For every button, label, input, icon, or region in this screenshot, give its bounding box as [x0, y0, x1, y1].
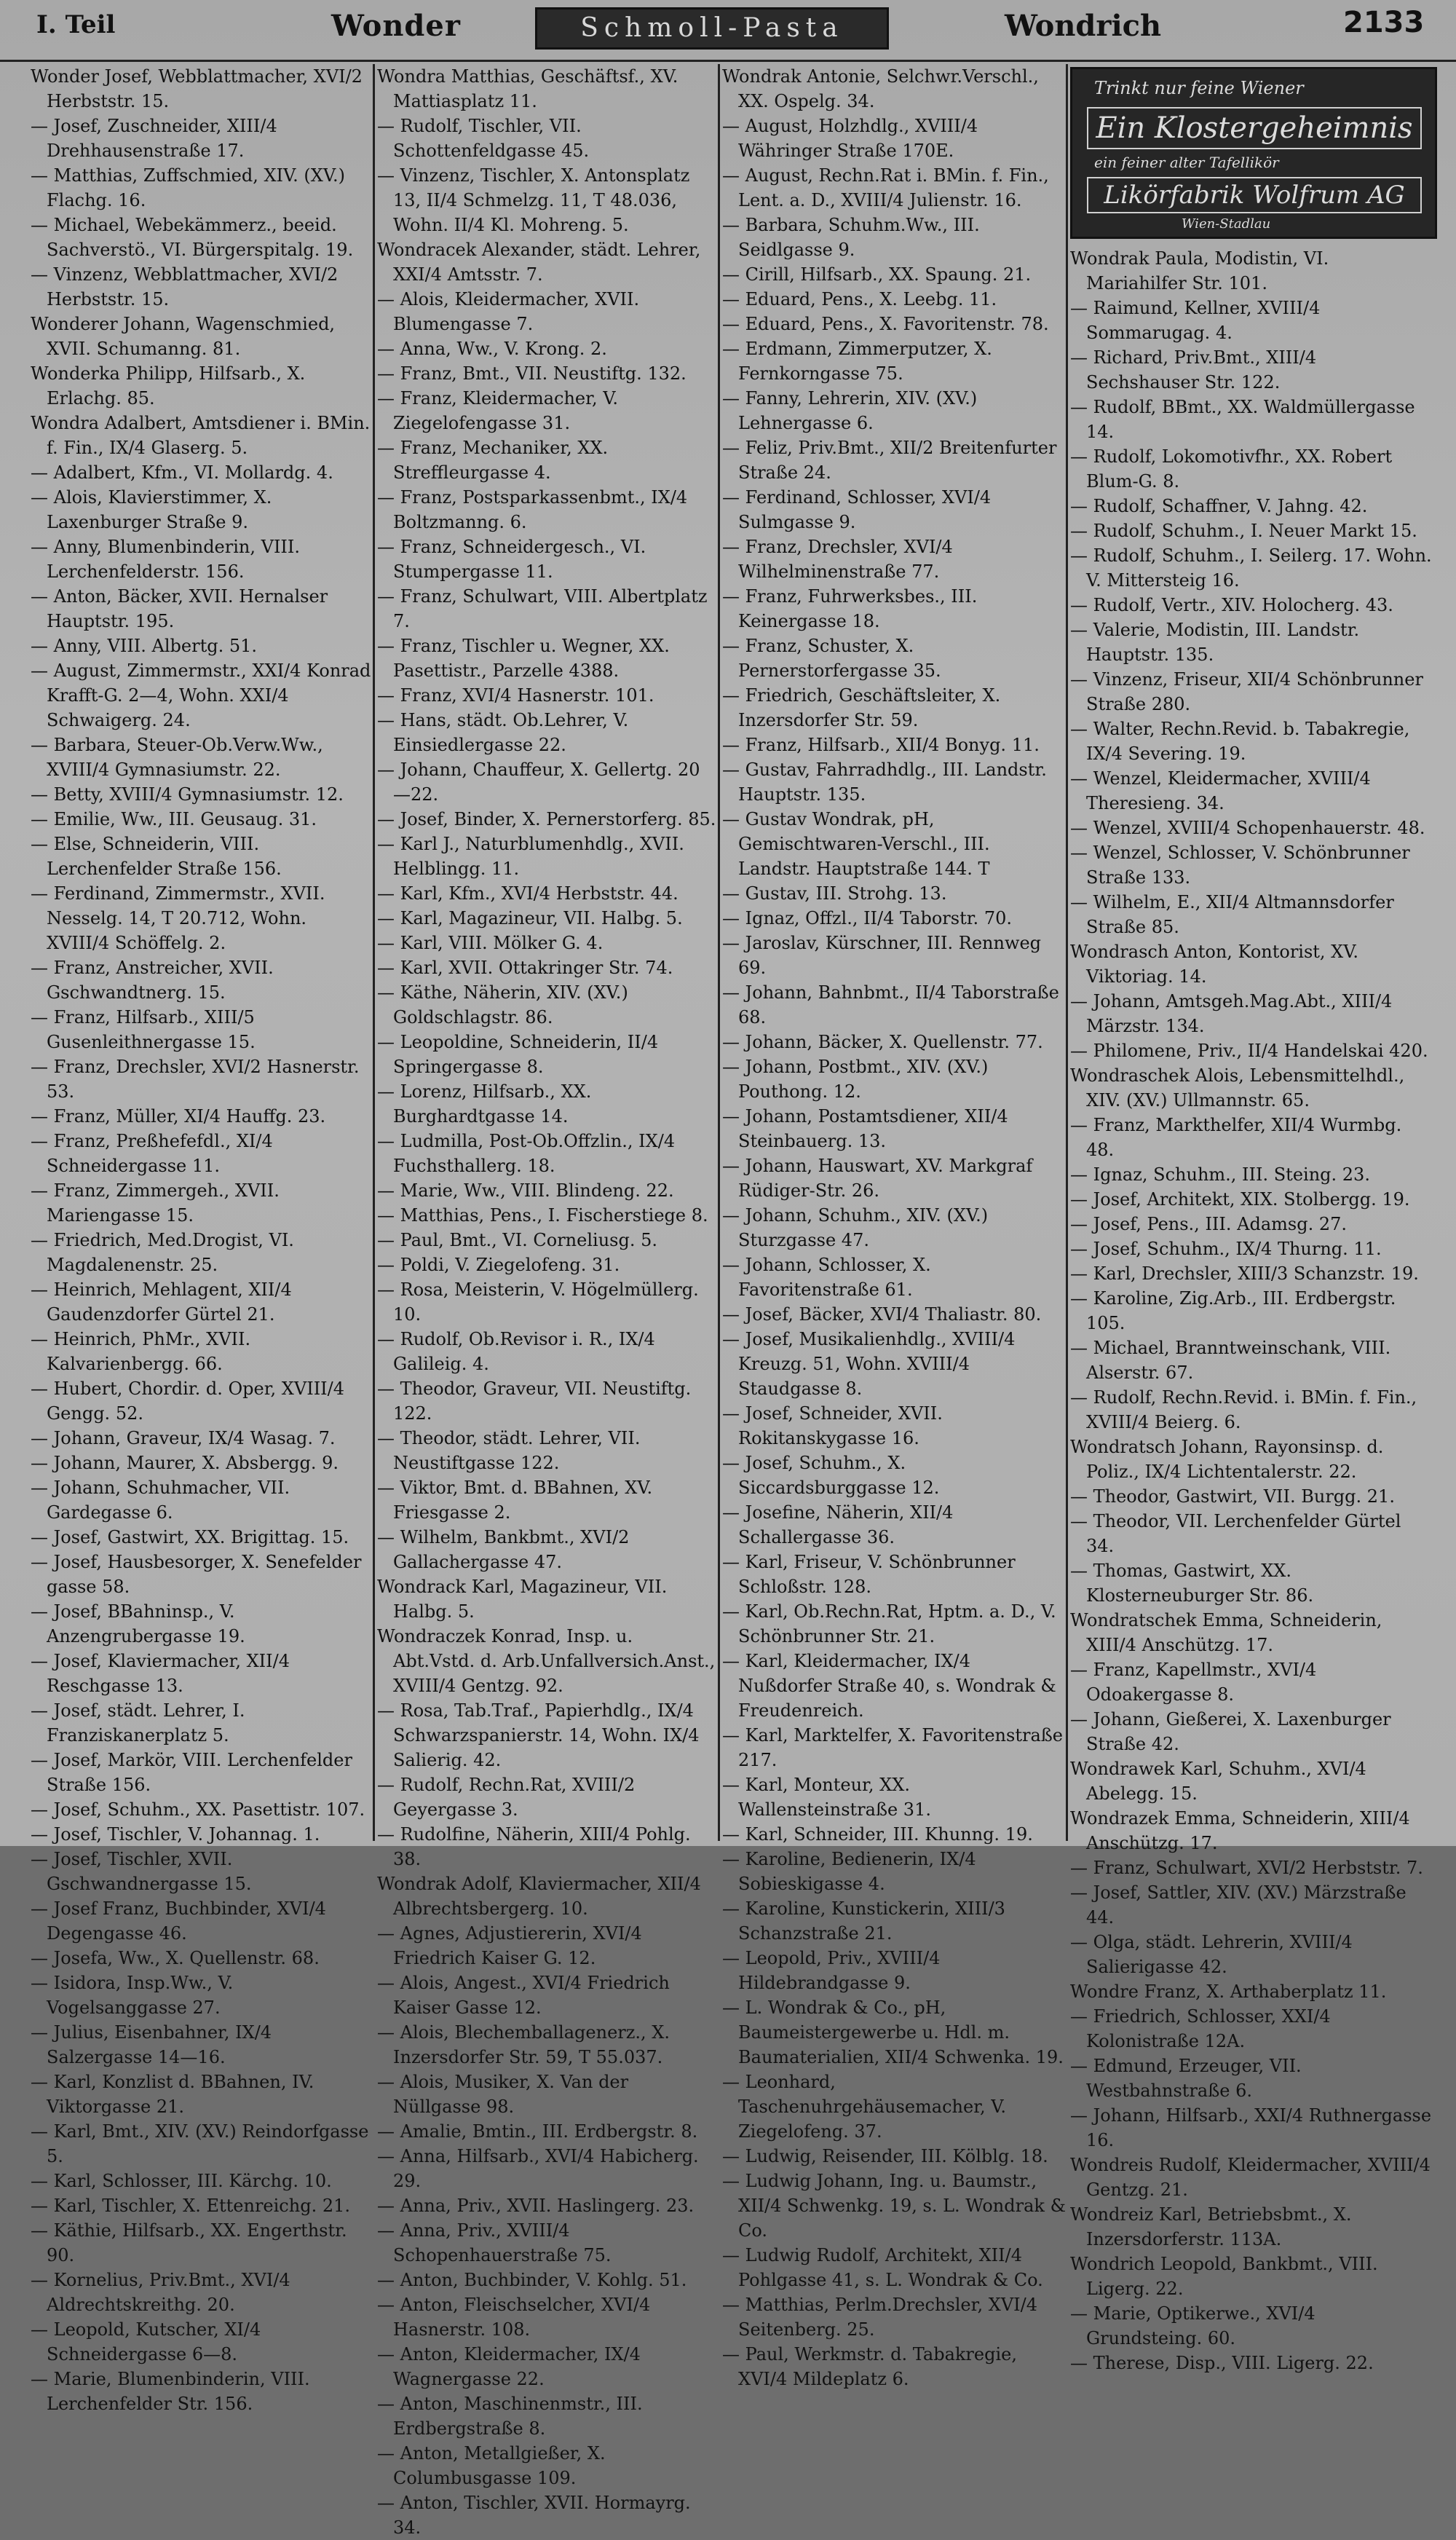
- directory-entry: — Karl, Schlosser, III. Kärchg. 10.: [31, 2171, 332, 2191]
- directory-entry: Wondrak Paula, Modistin, VI. Mariahilfer Str. 101.: [1070, 248, 1329, 293]
- directory-entry: — Anny, Blumenbinderin, VIII. Lerchenfelderstr. 156.: [31, 537, 301, 582]
- directory-entry: — Anny, VIII. Albertg. 51.: [31, 636, 258, 656]
- directory-entry: — Karl, Monteur, XX. Wallensteinstraße 31.: [722, 1775, 931, 1820]
- directory-entry: — Josef, Tischler, XVII. Gschwandnergasse 15.: [31, 1849, 252, 1894]
- directory-entry: — Matthias, Zuffschmied, XIV. (XV.) Flachg. 16.: [31, 165, 346, 210]
- directory-entry: — Josef, Tischler, V. Johannag. 1.: [31, 1824, 320, 1845]
- directory-entry: — Franz, Schuster, X. Pernerstorfergasse 35.: [722, 636, 941, 681]
- directory-entry: — Johann, Maurer, X. Absbergg. 9.: [31, 1453, 339, 1473]
- directory-entry: — Franz, Fuhrwerksbes., III. Keinergasse 18.: [722, 586, 978, 631]
- directory-entry: — Anna, Ww., V. Krong. 2.: [377, 339, 607, 359]
- directory-entry: — Karoline, Kunstickerin, XIII/3 Schanzstraße 21.: [722, 1898, 1005, 1944]
- directory-entry: — Josef, Schuhm., X. Siccardsburggasse 12.: [722, 1453, 940, 1498]
- directory-entry: — Kornelius, Priv.Bmt., XVI/4 Aldrechtskreithg. 20.: [31, 2270, 290, 2315]
- directory-entry: — Anton, Buchbinder, V. Kohlg. 51.: [377, 2270, 687, 2290]
- directory-entry: — Hubert, Chordir. d. Oper, XVIII/4 Gengg. 52.: [31, 1379, 345, 1424]
- directory-entry: — Franz, Schulwart, XVI/2 Herbststr. 7.: [1070, 1858, 1423, 1878]
- liqueur-advertisement: [1070, 67, 1437, 239]
- directory-entry: Wondrack Karl, Magazineur, VII. Halbg. 5.: [377, 1577, 668, 1622]
- directory-entry: Wondra Matthias, Geschäftsf., XV. Mattiasplatz 11.: [377, 66, 678, 111]
- directory-entry: — Heinrich, PhMr., XVII. Kalvarienbergg. 66.: [31, 1329, 251, 1374]
- directory-entry: — Rudolf, Rechn.Revid. i. BMin. f. Fin., XVIII/4 Beierg. 6.: [1070, 1387, 1417, 1432]
- directory-entry: — Johann, Gießerei, X. Laxenburger Straße 42.: [1070, 1709, 1391, 1754]
- directory-entry: — Gustav Wondrak, pH, Gemischtwaren-Verschl., III. Landstr. Hauptstraße 144. T: [722, 809, 990, 879]
- directory-entry: — Josef, Schuhm., XX. Pasettistr. 107.: [31, 1799, 365, 1820]
- directory-entry: — Alois, Kleidermacher, XVII. Blumengasse 7.: [377, 289, 640, 334]
- directory-entry: — Rudolf, Vertr., XIV. Holocherg. 43.: [1070, 595, 1393, 615]
- column-3: [722, 64, 1067, 2389]
- directory-entry: Wondraschek Alois, Lebensmittelhdl., XIV. (XV.) Ullmannstr. 65.: [1070, 1065, 1405, 1111]
- directory-entry: — Käthie, Hilfsarb., XX. Engerthstr. 90.: [31, 2220, 347, 2265]
- directory-entry: — Anton, Kleidermacher, IX/4 Wagnergasse 22.: [377, 2344, 641, 2389]
- directory-entry: Wondrak Antonie, Selchwr.Verschl., XX. Ospelg. 34.: [722, 66, 1039, 111]
- directory-entry: — Johann, Chauffeur, X. Gellertg. 20—22.: [377, 760, 700, 805]
- directory-entry: — Karl, Schneider, III. Khunng. 19.: [722, 1824, 1033, 1845]
- directory-entry: — Josefine, Näherin, XII/4 Schallergasse 36.: [722, 1502, 954, 1547]
- directory-entry: — Franz, Bmt., VII. Neustiftg. 132.: [377, 363, 687, 384]
- directory-entry: Wondracek Alexander, städt. Lehrer, XXI/4 Amtsstr. 7.: [377, 240, 701, 285]
- section-label: I. Teil: [36, 10, 116, 39]
- directory-entry: — Theodor, Graveur, VII. Neustiftg. 122.: [377, 1379, 692, 1424]
- directory-entry: — Fanny, Lehrerin, XIV. (XV.) Lehnergasse 6.: [722, 388, 978, 433]
- directory-entry: Wondraczek Konrad, Insp. u. Abt.Vstd. d. Arb.Unfallversich.Anst., XVIII/4 Gentzg. 92.: [377, 1626, 716, 1696]
- directory-entry: — Josef, Gastwirt, XX. Brigittag. 15.: [31, 1527, 349, 1547]
- directory-entry: — Josef Franz, Buchbinder, XVI/4 Degengasse 46.: [31, 1898, 326, 1944]
- directory-entry: — Edmund, Erzeuger, VII. Westbahnstraße 6.: [1070, 2056, 1302, 2101]
- directory-entry: — Franz, Mechaniker, XX. Streffleurgasse 4.: [377, 438, 609, 483]
- directory-entry: — Anna, Priv., XVII. Haslingerg. 23.: [377, 2196, 695, 2216]
- directory-entry: — Johann, Bäcker, X. Quellenstr. 77.: [722, 1032, 1043, 1052]
- directory-entry: — Karl, Drechsler, XIII/3 Schanzstr. 19.: [1070, 1263, 1419, 1284]
- directory-entry: — Leopold, Kutscher, XI/4 Schneidergasse 6—8.: [31, 2319, 261, 2365]
- directory-entry: — Ferdinand, Zimmermstr., XVII. Nesselg. 14, T 20.712, Wohn. XVIII/4 Schöffelg. 2.: [31, 883, 325, 953]
- directory-entry: — Josef, Bäcker, XVI/4 Thaliastr. 80.: [722, 1304, 1042, 1325]
- directory-entry: — Lorenz, Hilfsarb., XX. Burghardtgasse 14.: [377, 1081, 592, 1127]
- directory-entry: — Eduard, Pens., X. Favoritenstr. 78.: [722, 314, 1049, 334]
- directory-entry: — Franz, Zimmergeh., XVII. Mariengasse 15.: [31, 1180, 280, 1226]
- directory-entry: — Leopold, Priv., XVIII/4 Hildebrandgasse 9.: [722, 1948, 941, 1993]
- directory-entry: — Raimund, Kellner, XVIII/4 Sommarugag. 4.: [1070, 298, 1321, 343]
- directory-entry: — Franz, Schulwart, VIII. Albertplatz 7.: [377, 586, 708, 631]
- directory-entry: — Erdmann, Zimmerputzer, X. Fernkorngasse 75.: [722, 339, 992, 384]
- directory-entry: — Anton, Maschinenmstr., III. Erdbergstraße 8.: [377, 2394, 643, 2439]
- directory-entry: — Johann, Graveur, IX/4 Wasag. 7.: [31, 1428, 336, 1448]
- directory-entry: Wonder Josef, Webblattmacher, XVI/2 Herbststr. 15.: [31, 66, 363, 111]
- directory-entry: — Karl, Tischler, X. Ettenreichg. 21.: [31, 2196, 350, 2216]
- directory-entry: — Franz, Kapellmstr., XVI/4 Odoakergasse 8.: [1070, 1660, 1317, 1705]
- directory-entry: — Josef, Binder, X. Pernerstorferg. 85.: [377, 809, 716, 829]
- directory-entry: — Josef, Schuhm., IX/4 Thurng. 11.: [1070, 1239, 1382, 1259]
- header-advert-banner: Schmoll-Pasta: [535, 7, 889, 50]
- directory-entry: — Franz, Preßhefefdl., XI/4 Schneidergasse 11.: [31, 1131, 273, 1176]
- directory-entry: Wondrawek Karl, Schuhm., XVI/4 Abelegg. 15.: [1070, 1759, 1366, 1804]
- directory-entry: — Else, Schneiderin, VIII. Lerchenfelder Straße 156.: [31, 834, 282, 879]
- directory-entry: — Rosa, Tab.Traf., Papierhdlg., IX/4 Schwarzspanierstr. 14, Wohn. IX/4 Salierig. 42.: [377, 1700, 700, 1770]
- directory-entry: — Ferdinand, Schlosser, XVI/4 Sulmgasse 9.: [722, 487, 992, 532]
- directory-entry: — Karoline, Bedienerin, IX/4 Sobieskigasse 4.: [722, 1849, 976, 1894]
- directory-entry: — Josef, BBahninsp., V. Anzengrubergasse 19.: [31, 1601, 245, 1646]
- column-2: [377, 64, 716, 2538]
- directory-entry: — Betty, XVIII/4 Gymnasiumstr. 12.: [31, 784, 344, 805]
- directory-entry: — Karl, Magazineur, VII. Halbg. 5.: [377, 908, 683, 928]
- directory-entry: — Josef, Pens., III. Adamsg. 27.: [1070, 1214, 1348, 1234]
- directory-entry: — Ignaz, Schuhm., III. Steing. 23.: [1070, 1164, 1370, 1185]
- directory-entry: — Wenzel, Schlosser, V. Schönbrunner Straße 133.: [1070, 843, 1410, 888]
- directory-entry: — Eduard, Pens., X. Leebg. 11.: [722, 289, 997, 309]
- directory-entry: — Franz, Tischler u. Wegner, XX. Pasettistr., Parzelle 4388.: [377, 636, 670, 681]
- directory-entry: — Vinzenz, Webblattmacher, XVI/2 Herbststr. 15.: [31, 264, 339, 309]
- directory-entry: — Alois, Angest., XVI/4 Friedrich Kaiser Gasse 12.: [377, 1973, 670, 2018]
- directory-entry: — Valerie, Modistin, III. Landstr. Hauptstr. 135.: [1070, 620, 1360, 665]
- directory-entry: — Rudolf, Tischler, VII. Schottenfeldgasse 45.: [377, 116, 590, 161]
- ad-line-3: ein feiner alter Tafellikör: [1094, 154, 1279, 171]
- directory-entry: — Johann, Postamtsdiener, XII/4 Steinbauerg. 13.: [722, 1106, 1008, 1151]
- directory-entry: Wondrich Leopold, Bankbmt., VIII. Ligerg. 22.: [1070, 2254, 1378, 2299]
- directory-entry: — Ignaz, Offzl., II/4 Taborstr. 70.: [722, 908, 1012, 928]
- directory-entry: — Franz, Kleidermacher, V. Ziegelofengasse 31.: [377, 388, 618, 433]
- directory-entry: Wondrazek Emma, Schneiderin, XIII/4 Anschützg. 17.: [1070, 1808, 1410, 1853]
- directory-entry: — Friedrich, Med.Drogist, VI. Magdalenenstr. 25.: [31, 1230, 294, 1275]
- directory-entry: — Rudolf, Ob.Revisor i. R., IX/4 Galileig. 4.: [377, 1329, 655, 1374]
- directory-entry: — Hans, städt. Ob.Lehrer, V. Einsiedlergasse 22.: [377, 710, 629, 755]
- directory-entry: — Johann, Schlosser, X. Favoritenstraße 61.: [722, 1255, 931, 1300]
- directory-entry: — Karl, Bmt., XIV. (XV.) Reindorfgasse 5.: [31, 2121, 369, 2166]
- directory-entry: — Anton, Tischler, XVII. Hormayrg. 34.: [377, 2493, 691, 2538]
- directory-entry: — Gustav, Fahrradhdlg., III. Landstr. Hauptstr. 135.: [722, 760, 1047, 805]
- directory-entry: — Friedrich, Schlosser, XXI/4 Kolonistraße 12A.: [1070, 2006, 1331, 2051]
- directory-entry: — Franz, Hilfsarb., XII/4 Bonyg. 11.: [722, 735, 1040, 755]
- directory-entry: — Karl, Konzlist d. BBahnen, IV. Viktorgasse 21.: [31, 2072, 314, 2117]
- directory-entry: — Amalie, Bmtin., III. Erdbergstr. 8.: [377, 2121, 698, 2142]
- directory-entry: — Michael, Webekämmerz., beeid. Sachverstö., VI. Bürgerspitalg. 19.: [31, 215, 354, 260]
- directory-entry: Wondra Adalbert, Amtsdiener i. BMin. f. Fin., IX/4 Glaserg. 5.: [31, 413, 371, 458]
- directory-entry: — Käthe, Näherin, XIV. (XV.) Goldschlagstr. 86.: [377, 982, 628, 1028]
- directory-entry: — Michael, Branntweinschank, VIII. Alserstr. 67.: [1070, 1338, 1391, 1383]
- directory-entry: Wondratsch Johann, Rayonsinsp. d. Poliz., IX/4 Lichtentalerstr. 22.: [1070, 1437, 1384, 1482]
- directory-entry: — Richard, Priv.Bmt., XIII/4 Sechshauser Str. 122.: [1070, 347, 1317, 393]
- directory-entry: — Theodor, städt. Lehrer, VII. Neustiftgasse 122.: [377, 1428, 641, 1473]
- directory-entry: — Karoline, Zig.Arb., III. Erdbergstr. 105.: [1070, 1288, 1396, 1333]
- directory-entry: — Rudolfine, Näherin, XIII/4 Pohlg. 38.: [377, 1824, 691, 1869]
- directory-entry: — Ludwig, Reisender, III. Kölblg. 18.: [722, 2146, 1048, 2166]
- directory-entry: — Karl, Marktelfer, X. Favoritenstraße 217.: [722, 1725, 1063, 1770]
- directory-entry: Wondratschek Emma, Schneiderin, XIII/4 Anschützg. 17.: [1070, 1610, 1382, 1655]
- directory-entry: — Franz, Drechsler, XVI/4 Wilhelminenstraße 77.: [722, 537, 953, 582]
- directory-entry: — Viktor, Bmt. d. BBahnen, XV. Friesgasse 2.: [377, 1478, 653, 1523]
- left-catchword: Wonder: [331, 9, 461, 43]
- directory-entry: — Johann, Hilfsarb., XXI/4 Ruthnergasse 16.: [1070, 2105, 1432, 2150]
- directory-entry: — Josef, Sattler, XIV. (XV.) Märzstraße 44.: [1070, 1882, 1406, 1928]
- directory-entry: — Isidora, Insp.Ww., V. Vogelsanggasse 27.: [31, 1973, 234, 2018]
- directory-entry: — Franz, Anstreicher, XVII. Gschwandtnerg. 15.: [31, 958, 274, 1003]
- directory-entry: — Paul, Werkmstr. d. Tabakregie, XVI/4 Mildeplatz 6.: [722, 2344, 1017, 2389]
- directory-entry: Wondrak Adolf, Klaviermacher, XII/4 Albrechtsbergerg. 10.: [377, 1874, 701, 1919]
- directory-entry: — Alois, Blechemballagenerz., X. Inzersdorfer Str. 59, T 55.037.: [377, 2022, 670, 2067]
- directory-entry: Wondreis Rudolf, Kleidermacher, XVIII/4 Gentzg. 21.: [1070, 2155, 1431, 2200]
- directory-entry: — August, Rechn.Rat i. BMin. f. Fin., Lent. a. D., XVIII/4 Julienstr. 16.: [722, 165, 1049, 210]
- column-divider: [718, 64, 720, 1841]
- directory-entry: — Barbara, Schuhm.Ww., III. Seidlgasse 9.: [722, 215, 980, 260]
- column-4: [1070, 64, 1434, 2373]
- directory-entry: — Rudolf, Rechn.Rat, XVIII/2 Geyergasse 3.: [377, 1775, 636, 1820]
- directory-entry: — Theodor, VII. Lerchenfelder Gürtel 34.: [1070, 1511, 1401, 1556]
- directory-entry: Wondre Franz, X. Arthaberplatz 11.: [1070, 1981, 1387, 2002]
- directory-entry: — Karl, Ob.Rechn.Rat, Hptm. a. D., V. Schönbrunner Str. 21.: [722, 1601, 1056, 1646]
- right-catchword: Wondrich: [1005, 9, 1162, 43]
- directory-entry: — Gustav, III. Strohg. 13.: [722, 883, 947, 904]
- directory-entry: — Karl, XVII. Ottakringer Str. 74.: [377, 958, 673, 978]
- directory-entry: — Anton, Bäcker, XVII. Hernalser Hauptstr. 195.: [31, 586, 328, 631]
- page-header: [0, 0, 1456, 62]
- directory-entry: — Franz, Müller, XI/4 Hauffg. 23.: [31, 1106, 326, 1127]
- directory-entry: — Wilhelm, E., XII/4 Altmannsdorfer Straße 85.: [1070, 892, 1394, 937]
- ad-line-1: Trinkt nur feine Wiener: [1094, 78, 1304, 98]
- directory-entry: — Leopoldine, Schneiderin, II/4 Springergasse 8.: [377, 1032, 659, 1077]
- directory-entry: — Rosa, Meisterin, V. Högelmüllerg. 10.: [377, 1279, 699, 1325]
- directory-entry: — Wenzel, Kleidermacher, XVIII/4 Theresieng. 34.: [1070, 768, 1371, 813]
- directory-entry: Wondreiz Karl, Betriebsbmt., X. Inzersdorferstr. 113A.: [1070, 2204, 1352, 2249]
- directory-entry: — Poldi, V. Ziegelofeng. 31.: [377, 1255, 620, 1275]
- directory-entry: — Josef, Architekt, XIX. Stolbergg. 19.: [1070, 1189, 1410, 1210]
- directory-entry: — Matthias, Perlm.Drechsler, XVI/4 Seitenberg. 25.: [722, 2295, 1037, 2340]
- directory-entry: — Thomas, Gastwirt, XX. Klosterneuburger Str. 86.: [1070, 1561, 1314, 1606]
- directory-entry: — Ludwig Johann, Ing. u. Baumstr., XII/4 Schwenkg. 19, s. L. Wondrak & Co.: [722, 2171, 1066, 2241]
- directory-entry: — Karl J., Naturblumenhdlg., XVII. Helblingg. 11.: [377, 834, 684, 879]
- directory-entry: — L. Wondrak & Co., pH, Baumeistergewerbe u. Hdl. m. Baumaterialien, XII/4 Schwenka. 19.: [722, 1997, 1064, 2067]
- directory-entry: — Paul, Bmt., VI. Corneliusg. 5.: [377, 1230, 657, 1250]
- directory-entry: — Therese, Disp., VIII. Ligerg. 22.: [1070, 2353, 1374, 2373]
- directory-entry: — Anton, Metallgießer, X. Columbusgasse 109.: [377, 2443, 606, 2488]
- directory-entry: — Rudolf, Schuhm., I. Seilerg. 17. Wohn. V. Mittersteig 16.: [1070, 545, 1432, 591]
- directory-entry: — Adalbert, Kfm., VI. Mollardg. 4.: [31, 462, 333, 483]
- directory-entry: — Emilie, Ww., III. Geusaug. 31.: [31, 809, 317, 829]
- ad-company-name: Likörfabrik Wolfrum AG: [1087, 177, 1422, 213]
- directory-entry: — Marie, Ww., VIII. Blindeng. 22.: [377, 1180, 674, 1201]
- directory-entry: — Rudolf, Schuhm., I. Neuer Markt 15.: [1070, 521, 1417, 541]
- directory-entry: — Josef, Hausbesorger, X. Senefelder gasse 58.: [31, 1552, 362, 1597]
- directory-entry: — Rudolf, Lokomotivfhr., XX. Robert Blum-G. 8.: [1070, 446, 1393, 492]
- directory-entry: — Leonhard, Taschenuhrgehäusemacher, V. Ziegelofeng. 37.: [722, 2072, 1007, 2142]
- directory-entry: Wonderka Philipp, Hilfsarb., X. Erlachg. 85.: [31, 363, 306, 409]
- directory-entry: — Friedrich, Geschäftsleiter, X. Inzersdorfer Str. 59.: [722, 685, 1001, 730]
- directory-entry: — Franz, Postsparkassenbmt., IX/4 Boltzmanng. 6.: [377, 487, 688, 532]
- directory-entry: — Anna, Hilfsarb., XVI/4 Habicherg. 29.: [377, 2146, 699, 2191]
- directory-entry: — Franz, Drechsler, XVI/2 Hasnerstr. 53.: [31, 1057, 360, 1102]
- directory-entry: — Johann, Schuhm., XIV. (XV.) Sturzgasse 47.: [722, 1205, 989, 1250]
- directory-entry: — August, Holzhdlg., XVIII/4 Währinger Straße 170E.: [722, 116, 978, 161]
- directory-entry: Wondrasch Anton, Kontorist, XV. Viktoriag. 14.: [1070, 942, 1359, 987]
- directory-entry: — Vinzenz, Friseur, XII/4 Schönbrunner Straße 280.: [1070, 669, 1423, 714]
- directory-entry: — Josef, Musikalienhdlg., XVIII/4 Kreuzg. 51, Wohn. XVIII/4 Staudgasse 8.: [722, 1329, 1016, 1399]
- directory-entry: — Philomene, Priv., II/4 Handelskai 420.: [1070, 1041, 1428, 1061]
- directory-entry: — Marie, Optikerwe., XVI/4 Grundsteing. 60.: [1070, 2303, 1315, 2348]
- directory-entry: — Anton, Fleischselcher, XVI/4 Hasnerstr. 108.: [377, 2295, 651, 2340]
- directory-entry: Wonderer Johann, Wagenschmied, XVII. Schumanng. 81.: [31, 314, 336, 359]
- directory-entry: — Cirill, Hilfsarb., XX. Spaung. 21.: [722, 264, 1032, 285]
- directory-entry: — Josef, Klaviermacher, XII/4 Reschgasse 13.: [31, 1651, 290, 1696]
- directory-entry: — Josef, Zuschneider, XIII/4 Drehhausenstraße 17.: [31, 116, 277, 161]
- directory-entry: — Agnes, Adjustiererin, XVI/4 Friedrich Kaiser G. 12.: [377, 1923, 642, 1968]
- directory-entry: — Ludwig Rudolf, Architekt, XII/4 Pohlgasse 41, s. L. Wondrak & Co.: [722, 2245, 1043, 2290]
- directory-entry: — Josef, Schneider, XVII. Rokitanskygasse 16.: [722, 1403, 943, 1448]
- column-divider: [373, 64, 375, 1841]
- directory-entry: — Karl, VIII. Mölker G. 4.: [377, 933, 604, 953]
- directory-entry: — Josef, städt. Lehrer, I. Franziskanerplatz 5.: [31, 1700, 245, 1746]
- directory-entry: — Wilhelm, Bankbmt., XVI/2 Gallachergasse 47.: [377, 1527, 630, 1572]
- directory-entry: — Theodor, Gastwirt, VII. Burgg. 21.: [1070, 1486, 1395, 1507]
- directory-entry: — Rudolf, BBmt., XX. Waldmüllergasse 14.: [1070, 397, 1415, 442]
- directory-entry: — Matthias, Pens., I. Fischerstiege 8.: [377, 1205, 708, 1226]
- directory-entry: — Vinzenz, Tischler, X. Antonsplatz 13, II/4 Schmelzg. 11, T 48.036, Wohn. II/4 Kl. Mohreng. 5.: [377, 165, 690, 235]
- directory-entry: — Franz, Schneidergesch., VI. Stumpergasse 11.: [377, 537, 646, 582]
- directory-entry: — Johann, Amtsgeh.Mag.Abt., XIII/4 Märzstr. 134.: [1070, 991, 1393, 1036]
- directory-entry: — Franz, Hilfsarb., XIII/5 Gusenleithnergasse 15.: [31, 1007, 256, 1052]
- directory-entry: — Anna, Priv., XVIII/4 Schopenhauerstraße 75.: [377, 2220, 612, 2265]
- directory-entry: — Josefa, Ww., X. Quellenstr. 68.: [31, 1948, 320, 1968]
- directory-entry: — Josef, Markör, VIII. Lerchenfelder Straße 156.: [31, 1750, 352, 1795]
- directory-entry: — Rudolf, Schaffner, V. Jahng. 42.: [1070, 496, 1368, 516]
- directory-entry: — Karl, Kleidermacher, IX/4 Nußdorfer Straße 40, s. Wondrak & Freudenreich.: [722, 1651, 1056, 1721]
- directory-entry: — Johann, Hauswart, XV. Markgraf Rüdiger-Str. 26.: [722, 1156, 1033, 1201]
- column-1: [31, 64, 371, 2414]
- directory-entry: — Heinrich, Mehlagent, XII/4 Gaudenzdorfer Gürtel 21.: [31, 1279, 292, 1325]
- directory-entry: — Karl, Kfm., XVI/4 Herbststr. 44.: [377, 883, 678, 904]
- ad-product-name: Ein Klostergeheimnis: [1087, 107, 1422, 149]
- directory-entry: — Franz, XVI/4 Hasnerstr. 101.: [377, 685, 654, 706]
- directory-entry: — Johann, Schuhmacher, VII. Gardegasse 6.: [31, 1478, 290, 1523]
- directory-entry: — Johann, Bahnbmt., II/4 Taborstraße 68.: [722, 982, 1059, 1028]
- directory-entry: — August, Zimmermstr., XXI/4 Konrad Krafft-G. 2—4, Wohn. XXI/4 Schwaigerg. 24.: [31, 660, 371, 730]
- directory-entry: — Jaroslav, Kürschner, III. Rennweg 69.: [722, 933, 1042, 978]
- directory-entry: — Walter, Rechn.Revid. b. Tabakregie, IX/4 Severing. 19.: [1070, 719, 1410, 764]
- directory-entry: — Wenzel, XVIII/4 Schopenhauerstr. 48.: [1070, 818, 1425, 838]
- ad-location: Wien-Stadlau: [1182, 216, 1271, 232]
- directory-entry: — Barbara, Steuer-Ob.Verw.Ww., XVIII/4 Gymnasiumstr. 22.: [31, 735, 323, 780]
- directory-entry: — Alois, Klavierstimmer, X. Laxenburger Straße 9.: [31, 487, 272, 532]
- page-number: 2133: [1343, 6, 1425, 39]
- directory-entry: — Marie, Blumenbinderin, VIII. Lerchenfelder Str. 156.: [31, 2369, 310, 2414]
- directory-entry: — Ludmilla, Post-Ob.Offzlin., IX/4 Fuchsthallerg. 18.: [377, 1131, 676, 1176]
- directory-entry: — Johann, Postbmt., XIV. (XV.) Pouthong. 12.: [722, 1057, 989, 1102]
- directory-entry: — Karl, Friseur, V. Schönbrunner Schloßstr. 128.: [722, 1552, 1016, 1597]
- directory-entry: — Feliz, Priv.Bmt., XII/2 Breitenfurter Straße 24.: [722, 438, 1057, 483]
- directory-entry: — Alois, Musiker, X. Van der Nüllgasse 98.: [377, 2072, 629, 2117]
- directory-entry: — Olga, städt. Lehrerin, XVIII/4 Salierigasse 42.: [1070, 1932, 1353, 1977]
- directory-entry: — Julius, Eisenbahner, IX/4 Salzergasse 14—16.: [31, 2022, 272, 2067]
- directory-entry: — Franz, Markthelfer, XII/4 Wurmbg. 48.: [1070, 1115, 1402, 1160]
